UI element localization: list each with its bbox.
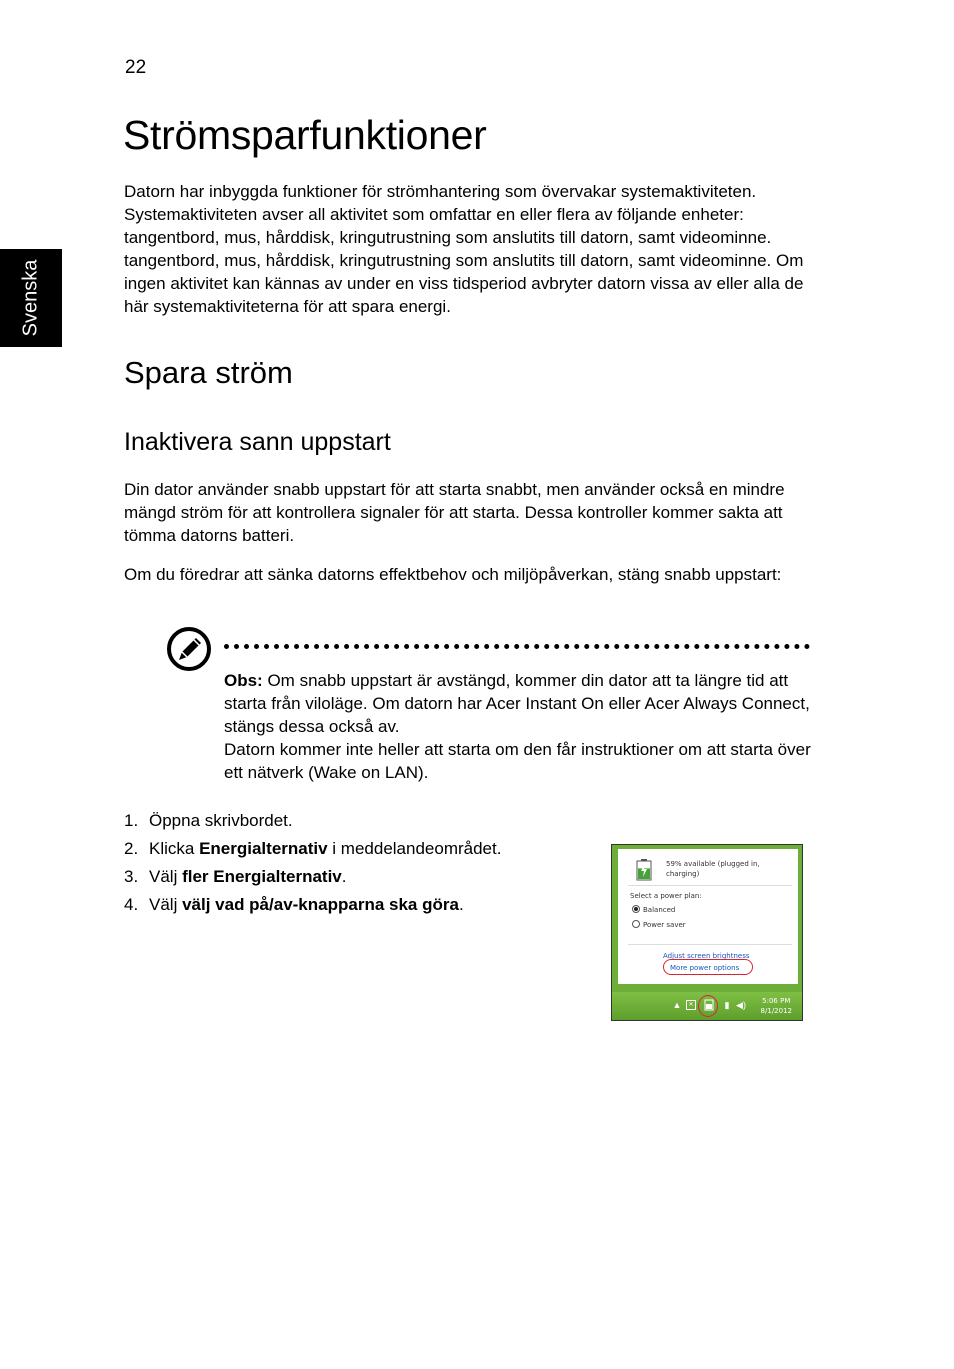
clock-date: 8/1/2012: [760, 1007, 792, 1015]
step-suffix: .: [341, 867, 347, 886]
power-flyout: [618, 849, 798, 984]
taskbar: [612, 992, 802, 1020]
list-item: [124, 809, 501, 837]
step-suffix: .: [458, 895, 464, 914]
highlight-ring: [663, 959, 753, 975]
flyout-divider: [628, 885, 792, 886]
show-hidden-icons-icon[interactable]: ▲: [672, 1000, 682, 1010]
note-line-1: [224, 669, 814, 738]
fast-startup-paragraph: Din dator använder snabb uppstart för att starta snabbt, men använder också en mindre mängd ström för att kontrollera signaler för att starta. Dessa kontroller kommer sakta att tömma datorns batteri.: [124, 480, 785, 545]
step-bold: fler Energialternativ: [182, 867, 342, 886]
note-box: [224, 669, 814, 784]
radio-empty-icon[interactable]: [632, 920, 640, 928]
section-title: Spara ström: [124, 355, 293, 390]
page-title: Strömsparfunktioner: [123, 112, 487, 158]
language-tab-label: Svenska: [19, 259, 42, 337]
step-bold: Energialternativ: [199, 839, 328, 858]
step-suffix: i meddelandeområdet.: [327, 839, 502, 858]
note-text-1: Om snabb uppstart är avstängd, kommer din dator att ta längre tid att starta från viloläge. Om datorn har Acer Instant On eller Acer Always Connect, stängs dessa också av.: [224, 671, 810, 736]
note-divider: [224, 644, 810, 649]
action-center-icon[interactable]: ✕: [686, 1000, 696, 1010]
step-bold: välj vad på/av-knapparna ska göra: [182, 895, 459, 914]
note-label: Obs:: [224, 671, 263, 690]
plan-option-balanced[interactable]: [632, 905, 675, 915]
adjust-brightness-link[interactable]: Adjust screen brightness: [663, 952, 750, 960]
taskbar-clock[interactable]: [761, 996, 792, 1016]
page-number: 22: [125, 57, 147, 78]
steps-list: [124, 809, 501, 921]
step-text: Välj: [149, 867, 183, 886]
list-item: [124, 837, 501, 865]
step-text: Välj: [149, 895, 183, 914]
plan-option-power-saver[interactable]: [632, 920, 686, 930]
step-number: 3.: [124, 867, 139, 886]
step-number: 4.: [124, 895, 139, 914]
flyout-divider: [628, 944, 792, 945]
more-power-options-link[interactable]: More power options: [670, 964, 740, 972]
tray-highlight-ring: [698, 995, 718, 1017]
language-side-tab: [0, 249, 62, 347]
list-item: [124, 893, 501, 921]
power-plan-label: Select a power plan:: [630, 892, 702, 900]
radio-selected-icon[interactable]: [632, 905, 640, 913]
step-number: 1.: [124, 811, 139, 830]
battery-charging-icon: [636, 859, 652, 881]
plan-power-saver-label: Power saver: [643, 921, 686, 929]
step-text: Klicka: [149, 839, 200, 858]
network-icon[interactable]: ▮: [724, 1000, 730, 1010]
step-number: 2.: [124, 839, 139, 858]
intro-paragraph: Datorn har inbyggda funktioner för strömhantering som övervakar systemaktiviteten. Systemaktiviteten avser all aktivitet som omfattar en eller flera av följande enheter: tangentbord, mus, hårddisk, kringutrustning som anslutits till datorn, samt videominne. tangentbord, mus, hårddisk, kringutrustning som anslutits till datorn, samt videominne. Om ingen aktivitet kan kännas av under en viss tidsperiod avbryter datorn vissa av eller alla de här systemaktiviteterna för att spara energi.: [124, 182, 804, 316]
disable-instruction-paragraph: Om du föredrar att sänka datorns effektbehov och miljöpåverkan, stäng snabb uppstart:: [124, 565, 782, 584]
list-item: [124, 865, 501, 893]
volume-icon[interactable]: ◀): [736, 1000, 746, 1010]
note-pencil-icon: [166, 626, 212, 672]
battery-status-text: 59% available (plugged in, charging): [666, 860, 760, 878]
clock-time: 5:06 PM: [762, 997, 791, 1005]
power-flyout-screenshot: [611, 844, 803, 1021]
plan-balanced-label: Balanced: [643, 906, 676, 914]
step-text: Öppna skrivbordet.: [149, 811, 293, 830]
note-text-2: Datorn kommer inte heller att starta om den får instruktioner om att starta över ett nätverk (Wake on LAN).: [224, 740, 811, 782]
subsection-title: Inaktivera sann uppstart: [124, 428, 391, 456]
